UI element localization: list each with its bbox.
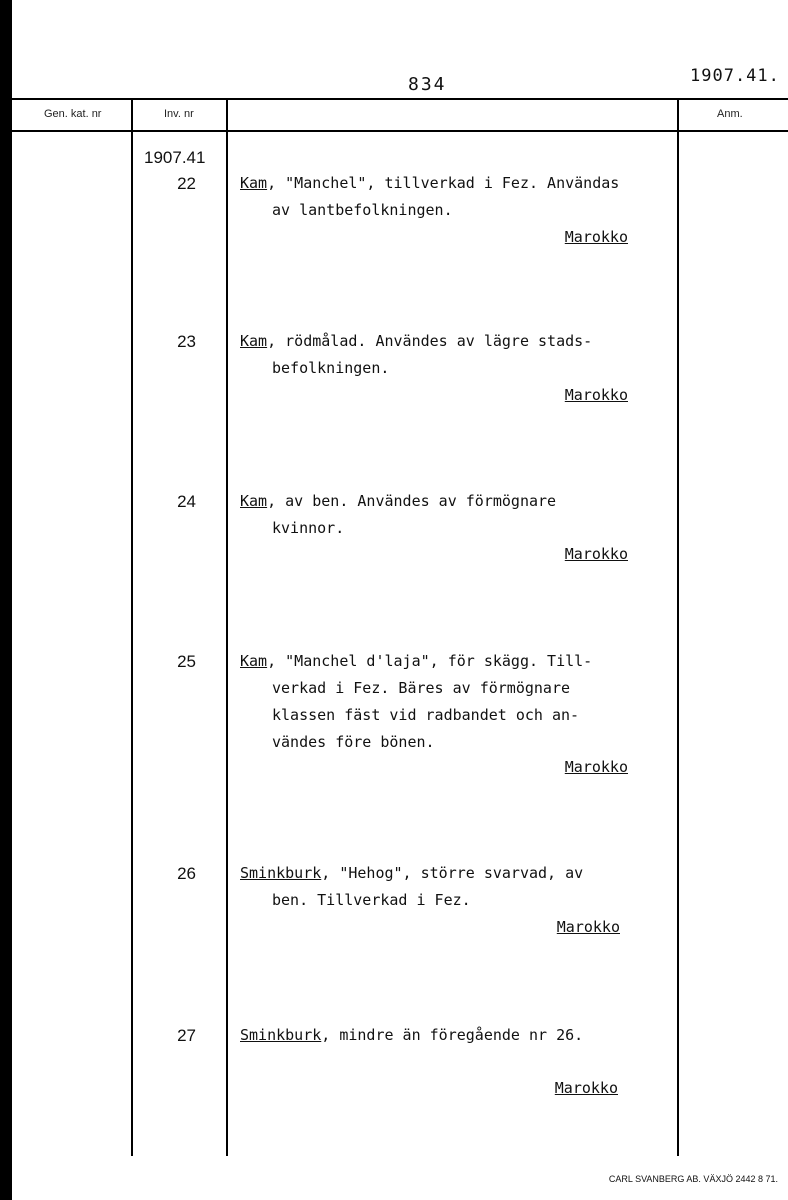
year-label: 1907.41 xyxy=(144,148,206,167)
printer-mark: CARL SVANBERG AB. VÄXJÖ 2442 8 71. xyxy=(608,1174,778,1184)
entry-text: , "Manchel d'laja", för skägg. Till- xyxy=(267,652,593,670)
column-header-anm: Anm. xyxy=(717,108,743,120)
entry-text: befolkningen. xyxy=(272,359,390,377)
catalog-entry xyxy=(240,860,660,914)
entry-origin: Marokko xyxy=(564,758,628,776)
column-divider-gen-kat xyxy=(131,98,133,1156)
entry-text: ben. Tillverkad i Fez. xyxy=(272,891,471,909)
column-header-gen-kat: Gen. kat. nr xyxy=(44,108,102,120)
entry-term: Kam xyxy=(240,492,268,510)
entry-term: Sminkburk xyxy=(240,1026,322,1044)
entry-text: , "Manchel", tillverkad i Fez. Användas xyxy=(267,174,620,192)
header-bottom-rule xyxy=(12,130,788,132)
binding-edge xyxy=(0,0,12,1200)
entry-text: av lantbefolkningen. xyxy=(272,201,453,219)
inventory-number: 23 xyxy=(177,332,196,351)
entry-origin: Marokko xyxy=(554,1079,618,1097)
entry-text: vändes före bönen. xyxy=(272,733,435,751)
entry-text: , "Hehog", större svarvad, av xyxy=(321,864,584,882)
entry-origin: Marokko xyxy=(556,918,620,936)
inventory-number: 22 xyxy=(177,174,196,193)
inventory-number: 26 xyxy=(177,864,196,883)
inventory-number: 27 xyxy=(177,1026,196,1045)
column-header-inv: Inv. nr xyxy=(164,108,194,120)
catalog-entry xyxy=(240,328,660,382)
entry-text: klassen fäst vid radbandet och an- xyxy=(272,706,580,724)
inventory-number: 24 xyxy=(177,492,196,511)
catalog-entry xyxy=(240,170,660,224)
entry-origin: Marokko xyxy=(564,545,628,563)
entry-term: Kam xyxy=(240,652,268,670)
entry-text: , mindre än föregående nr 26. xyxy=(321,1026,584,1044)
catalog-entry xyxy=(240,648,660,756)
inventory-number: 25 xyxy=(177,652,196,671)
entry-text: , rödmålad. Användes av lägre stads- xyxy=(267,332,593,350)
entry-term: Sminkburk xyxy=(240,864,322,882)
binding-notch xyxy=(0,60,12,74)
header-top-rule xyxy=(12,98,788,100)
catalog-entry xyxy=(240,1022,660,1049)
entry-term: Kam xyxy=(240,174,268,192)
entry-text: , av ben. Användes av förmögnare xyxy=(267,492,557,510)
column-divider-inv xyxy=(226,98,228,1156)
page-number: 834 xyxy=(408,74,447,95)
entry-text: verkad i Fez. Bäres av förmögnare xyxy=(272,679,571,697)
entry-origin: Marokko xyxy=(564,228,628,246)
entry-text: kvinnor. xyxy=(272,519,345,537)
catalog-entry xyxy=(240,488,660,542)
catalog-reference: 1907.41. xyxy=(690,66,780,86)
entry-origin: Marokko xyxy=(564,386,628,404)
column-divider-anm xyxy=(677,98,679,1156)
entry-term: Kam xyxy=(240,332,268,350)
